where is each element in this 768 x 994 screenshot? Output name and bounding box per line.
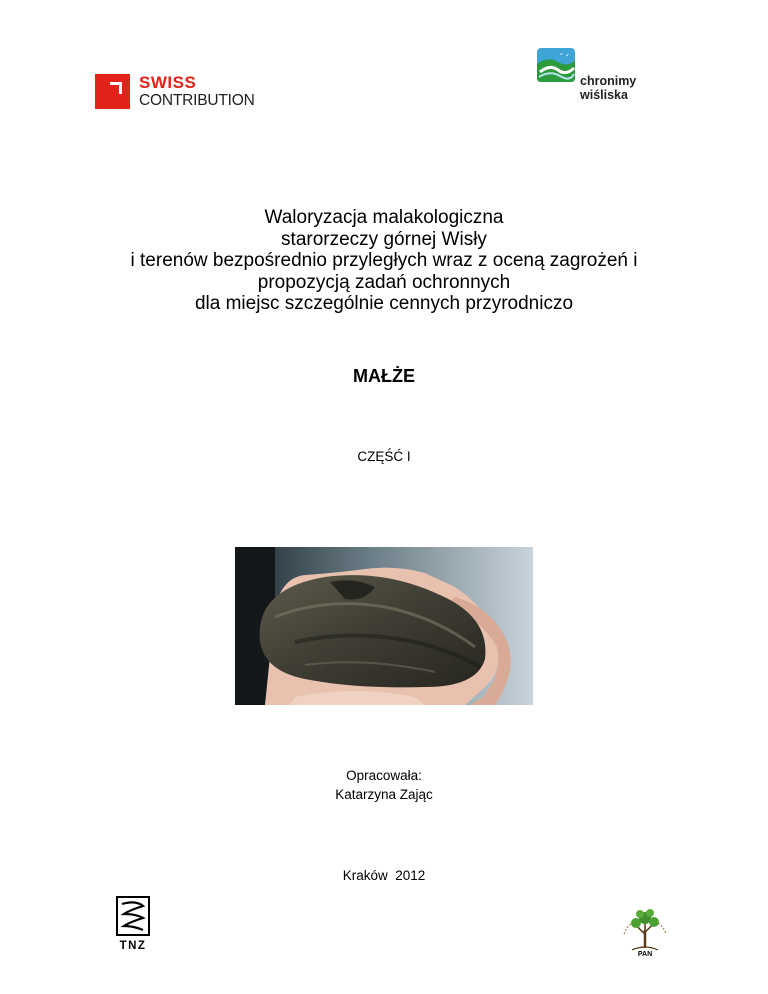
tnz-emblem-icon bbox=[116, 896, 150, 936]
tnz-logo bbox=[111, 896, 155, 956]
document-part: CZĘŚĆ I bbox=[357, 449, 411, 464]
document-subject: MAŁŻE bbox=[353, 366, 415, 386]
title-line: propozycją zadań ochronnych bbox=[257, 271, 511, 293]
author-name: Katarzyna Zając bbox=[335, 787, 433, 802]
contribution-logo-word: CONTRIBUTION bbox=[139, 92, 255, 109]
document-title bbox=[60, 207, 708, 315]
title-line: Waloryzacja malakologiczna bbox=[264, 207, 504, 228]
swiss-logo-word: SWISS bbox=[139, 73, 197, 92]
title-line: i terenów bezpośrednio przyległych wraz z oceną zagrożeń i bbox=[130, 250, 638, 272]
iop-logo-text: PAN bbox=[637, 951, 653, 958]
chronimy-wisliska-logo bbox=[536, 46, 636, 108]
title-line: dla miejsc szczególnie cennych przyrodniczo bbox=[194, 293, 574, 315]
swiss-flag-icon bbox=[95, 74, 130, 109]
mussel-photo bbox=[235, 547, 533, 705]
iop-pan-logo bbox=[614, 900, 676, 960]
river-landscape-icon bbox=[536, 46, 578, 86]
chronimy-logo-word: chronimy bbox=[580, 74, 637, 88]
swiss-contribution-logo bbox=[95, 74, 275, 110]
place-and-year: Kraków 2012 bbox=[342, 868, 426, 883]
prepared-by-label: Opracowała: bbox=[346, 768, 422, 783]
title-line: starorzeczy górnej Wisły bbox=[281, 228, 487, 250]
tnz-logo-text: TNZ bbox=[119, 940, 147, 952]
wisliska-logo-word: wiśliska bbox=[580, 88, 628, 102]
